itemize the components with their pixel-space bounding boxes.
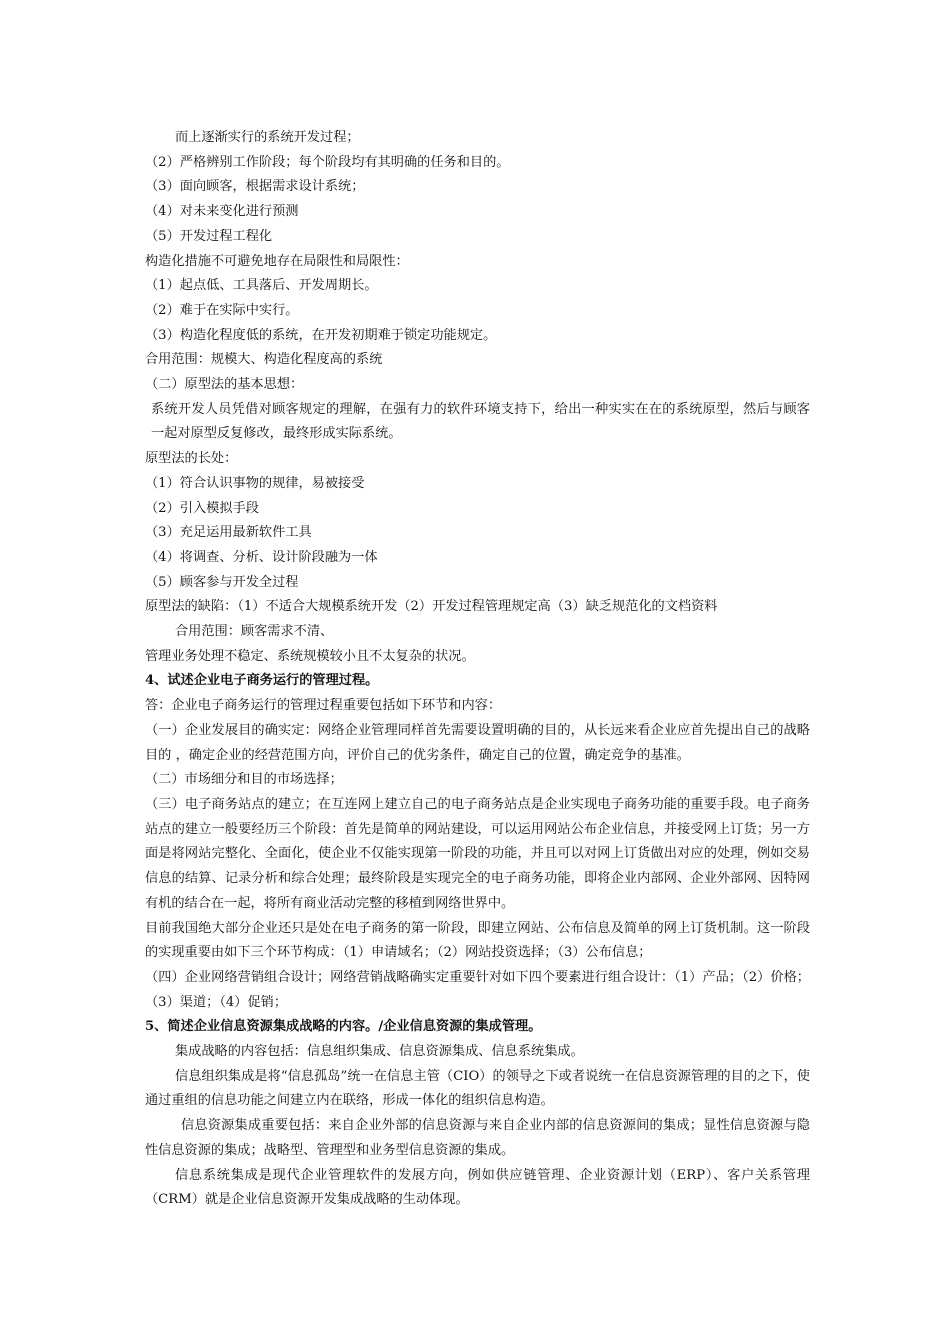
paragraph: 系统开发人员凭借对顾客规定的理解，在强有力的软件环境支持下，给出一种实实在在的系统原型，然后与顾客一起对原型反复修改，最终形成实际系统。 bbox=[151, 401, 810, 442]
text-line: 合用范围：顾客需求不清、 bbox=[175, 624, 334, 640]
section-heading: 5、简述企业信息资源集成战略的内容。/企业信息资源的集成管理。 bbox=[145, 1019, 542, 1035]
text-line: （4）将调查、分析、设计阶段融为一体 bbox=[145, 549, 378, 565]
text-line: 而上逐渐实行的系统开发过程； bbox=[175, 130, 360, 145]
text-line: （3）面向顾客，根据需求设计系统； bbox=[145, 179, 365, 195]
text-line: 原型法的缺陷：（1）不适合大规模系统开发（2）开发过程管理规定高（3）缺乏规范化的文档资料 bbox=[145, 599, 718, 615]
text-line: （3）充足运用最新软件工具 bbox=[145, 525, 312, 541]
text-line: （1）符合认识事物的规律，易被接受 bbox=[145, 475, 365, 491]
text-line: （二）原型法的基本思想： bbox=[145, 377, 304, 393]
text-line: （5）顾客参与开发全过程 bbox=[145, 574, 299, 590]
text-line: （二）市场细分和目的市场选择； bbox=[145, 772, 343, 788]
text-line: （4）对未来变化进行预测 bbox=[145, 204, 299, 220]
text-line: 集成战略的内容包括：信息组织集成、信息资源集成、信息系统集成。 bbox=[175, 1044, 584, 1060]
paragraph: （四）企业网络营销组合设计；网络营销战略确实定重要针对如下四个要素进行组合设计：（1）产品；（2）价格；（3）渠道；（4）促销； bbox=[145, 969, 810, 1010]
text-line: 合用范围：规模大、构造化程度高的系统 bbox=[145, 352, 383, 368]
text-line: （2）难于在实际中实行。 bbox=[145, 302, 299, 318]
text-line: （2）严格辨别工作阶段；每个阶段均有其明确的任务和目的。 bbox=[145, 154, 510, 170]
paragraph: （三）电子商务站点的建立；在互连网上建立自己的电子商务站点是企业实现电子商务功能的重要手段。电子商务站点的建立一般要经历三个阶段：首先是简单的网站建设，可以运用网站公布企业信息，并接受网上订货；另一方面是将网站完整化、全面化，使企业不仅能实现第一阶段的功能，并且可以对网上订货做出对应的处理，例如交易信息的结算、记录分析和综合处理；最终阶段是实现完全的电子商务功能，即将企业内部网、企业外部网、因特网有机的结合在一起，将所有商业活动完整的移植到网络世界中。 bbox=[145, 796, 810, 911]
paragraph: 信息组织集成是将“信息孤岛”统一在信息主管（CIO）的领导之下或者说统一在信息资源管理的目的之下，使通过重组的信息功能之间建立内在联络，形成一体化的组织信息构造。 bbox=[145, 1068, 810, 1109]
paragraph: （一）企业发展目的确实定：网络企业管理同样首先需要设置明确的目的，从长远来看企业应首先提出自己的战略目的 ，确定企业的经营范围方向，评价自己的优劣条件，确定自己的位置，确定竞争的基准。 bbox=[145, 722, 810, 763]
text-line: （2）引入模拟手段 bbox=[145, 500, 259, 516]
text-line: 构造化措施不可避免地存在局限性和局限性： bbox=[145, 253, 409, 269]
paragraph: 信息资源集成重要包括：来自企业外部的信息资源与来自企业内部的信息资源间的集成；显性信息资源与隐性信息资源的集成；战略型、管理型和业务型信息资源的集成。 bbox=[145, 1118, 810, 1158]
text-line: 答：企业电子商务运行的管理过程重要包括如下环节和内容： bbox=[145, 698, 502, 714]
text-line: 原型法的长处： bbox=[145, 451, 238, 467]
text-line: 管理业务处理不稳定、系统规模较小且不太复杂的状况。 bbox=[145, 648, 475, 664]
text-line: （3）构造化程度低的系统，在开发初期难于锁定功能规定。 bbox=[145, 327, 497, 343]
paragraph: 目前我国绝大部分企业还只是处在电子商务的第一阶段，即建立网站、公布信息及简单的网上订货机制。这一阶段的实现重要由如下三个环节构成：（1）申请域名；（2）网站投资选择；（3）公布信息； bbox=[145, 920, 810, 961]
section-heading: 4、试述企业电子商务运行的管理过程。 bbox=[145, 673, 379, 689]
text-line: （1）起点低、工具落后、开发周期长。 bbox=[145, 278, 378, 294]
paragraph: 信息系统集成是现代企业管理软件的发展方向，例如供应链管理、企业资源计划（ERP）、客户关系管理（CRM）就是企业信息资源开发集成战略的生动体现。 bbox=[145, 1167, 810, 1208]
text-line: （5）开发过程工程化 bbox=[145, 228, 273, 244]
document-page bbox=[145, 126, 810, 1213]
